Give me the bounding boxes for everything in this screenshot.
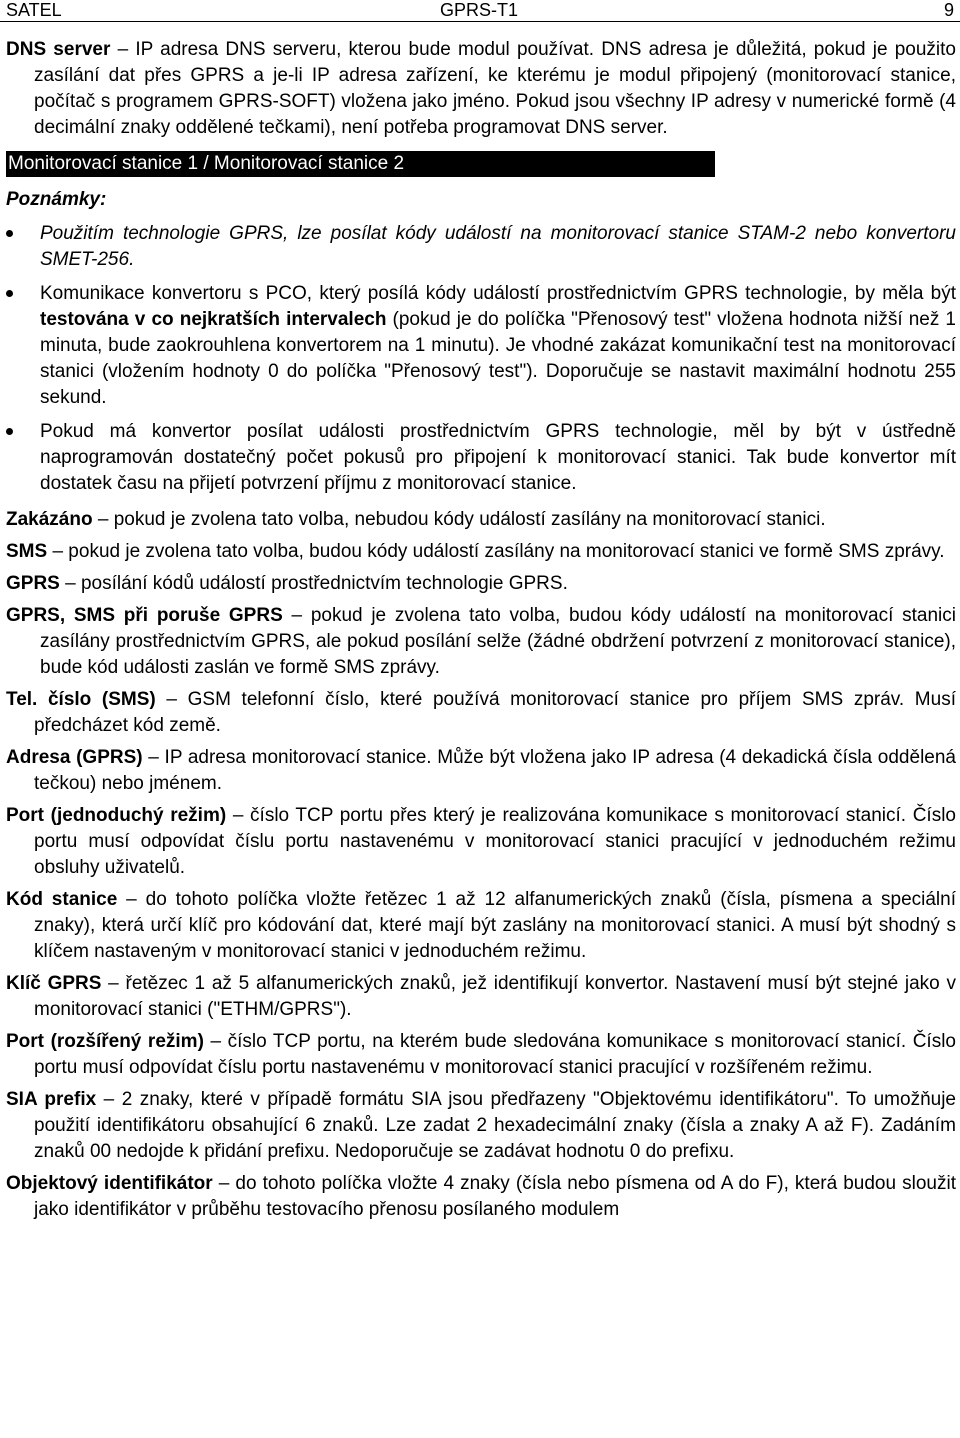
section-bar-monitoring-stations: Monitorovací stanice 1 / Monitorovací stanice 2 — [6, 151, 715, 177]
note-item — [6, 221, 956, 273]
dns-server-term: DNS server — [6, 39, 111, 60]
option-text: – pokud je zvolena tato volba, budou kódy událostí na monitorovací stanici zasílány prostřednictvím GPRS, ale pokud posílání selže (žádné obdržení potvrzení z monitorovací stanice), bude kód události zaslán ve formě SMS zprávy. — [40, 605, 956, 678]
field-address — [6, 745, 956, 797]
note-text: Komunikace konvertoru s PCO, který posílá kódy událostí prostřednictvím GPRS technologie, by měla být — [40, 283, 956, 304]
notes-title: Poznámky: — [6, 189, 107, 210]
field-term: Adresa (GPRS) — [6, 747, 143, 768]
field-port-extended — [6, 1029, 956, 1081]
option-term: GPRS — [6, 573, 60, 594]
note-text: Pokud má konvertor posílat události prostřednictvím GPRS technologie, měl by být v ústředně naprogramován dostatečný počet pokusů pro připojení k monitorovací stanici. Tak bude konvertor mít dostatek času na přijetí potvrzení příjmu z monitorovací stanice. — [40, 421, 956, 494]
option-term: Zakázáno — [6, 509, 93, 530]
header-manufacturer: SATEL — [6, 0, 62, 20]
field-sia-prefix — [6, 1087, 956, 1165]
note-item — [6, 281, 956, 411]
bullet-icon — [6, 428, 13, 435]
field-text: – do tohoto políčka vložte řetězec 1 až 12 alfanumerických znaků (čísla, písmena a speciální znaky), která určí klíč pro kódování dat, které mají být zaslány na monitorovací stanici. A musí být shodný s klíčem nastaveným v monitorovací stanici v jednoduchém režimu. — [34, 889, 956, 962]
option-text: – pokud je zvolena tato volba, budou kódy událostí zasílány na monitorovací stanici ve formě SMS zprávy. — [47, 541, 945, 562]
dns-server-text: – IP adresa DNS serveru, kterou bude modul používat. DNS adresa je důležitá, pokud je použito zasílání dat přes GPRS a je-li IP adresa zařízení, ke kterému je modul připojený (monitorovací stanice, počítač s programem GPRS-SOFT) vložena jako jméno. Pokud jsou všechny IP adresy v numerické formě (4 decimální znaky oddělené tečkami), není potřeba programovat DNS server. — [34, 39, 957, 138]
field-text: – do tohoto políčka vložte 4 znaky (čísla nebo písmena od A do F), která budou sloužit jako identifikátor v průběhu testovacího přenosu posílaného modulem — [34, 1173, 956, 1220]
page-header — [0, 0, 960, 22]
header-product: GPRS-T1 — [440, 0, 519, 20]
option-zakazano — [6, 507, 956, 533]
field-text: – číslo TCP portu, na kterém bude sledována komunikace s monitorovací stanicí. Číslo portu musí odpovídat číslu portu nastavenému v monitorovací stanici pracující v rozšířeném režimu. — [34, 1031, 956, 1078]
field-object-identifier — [6, 1171, 956, 1223]
field-station-code — [6, 887, 956, 965]
dns-server-paragraph — [6, 37, 956, 141]
note-text: (pokud je do políčka "Přenosový test" vložena hodnota nižší než 1 minuta, bude zaokrouhlena konvertorem na 1 minutu). Je vhodné zakázat komunikační test na monitorovací stanici (vložením hodnoty 0 do políčka "Přenosový test"). Doporučuje se nastavit maximální hodnotu 255 sekund. — [40, 309, 956, 408]
note-item — [6, 419, 956, 497]
option-gprs-sms-fallback — [6, 603, 956, 681]
bullet-icon — [6, 290, 13, 297]
field-term: Klíč GPRS — [6, 973, 102, 994]
field-text: – řetězec 1 až 5 alfanumerických znaků, jež identifikují konvertor. Nastavení musí být stejné jako v monitorovací stanici ("ETHM/GPRS"). — [34, 973, 956, 1020]
option-text: – posílání kódů událostí prostřednictvím technologie GPRS. — [59, 573, 568, 594]
field-gprs-key — [6, 971, 956, 1023]
field-text: – číslo TCP portu přes který je realizována komunikace s monitorovací stanicí. Číslo portu musí odpovídat číslu portu nastavenému v monitorovací stanici pracující v jednoduchém režimu obsluhy uživatelů. — [34, 805, 956, 878]
field-term: SIA prefix — [6, 1089, 97, 1110]
field-term: Kód stanice — [6, 889, 118, 910]
option-term: SMS — [6, 541, 48, 562]
field-text: – GSM telefonní číslo, které používá monitorovací stanice pro příjem SMS zpráv. Musí předcházet kód země. — [34, 689, 956, 736]
page-content — [6, 37, 956, 1229]
note-emphasis: testována v co nejkratších intervalech — [40, 309, 387, 330]
field-term: Port (jednoduchý režim) — [6, 805, 227, 826]
option-text: – pokud je zvolena tato volba, nebudou kódy událostí zasílány na monitorovací stanici. — [92, 509, 826, 530]
field-term: Tel. číslo (SMS) — [6, 689, 156, 710]
field-port-simple — [6, 803, 956, 881]
option-term: GPRS, SMS při poruše GPRS — [6, 605, 283, 626]
field-tel-number — [6, 687, 956, 739]
field-term: Objektový identifikátor — [6, 1173, 213, 1194]
bullet-icon — [6, 230, 13, 237]
note-text: Použitím technologie GPRS, lze posílat kódy událostí na monitorovací stanice STAM-2 nebo konvertoru SMET-256. — [40, 223, 956, 270]
field-term: Port (rozšířený režim) — [6, 1031, 204, 1052]
option-sms — [6, 539, 956, 565]
notes-list — [6, 221, 956, 497]
field-text: – 2 znaky, které v případě formátu SIA jsou předřazeny "Objektovému identifikátoru". To umožňuje použití identifikátoru obsahující 6 znaků. Lze zadat 2 hexadecimální znaky (čísla a znaky A až F). Zadáním znaků 00 nedojde k přidání prefixu. Nedoporučuje se zadávat hodnotu 0 do prefixu. — [34, 1089, 956, 1162]
header-page-number: 9 — [943, 0, 954, 20]
field-text: – IP adresa monitorovací stanice. Může být vložena jako IP adresa (4 dekadická čísla oddělená tečkou) nebo jménem. — [34, 747, 956, 794]
option-gprs — [6, 571, 956, 597]
